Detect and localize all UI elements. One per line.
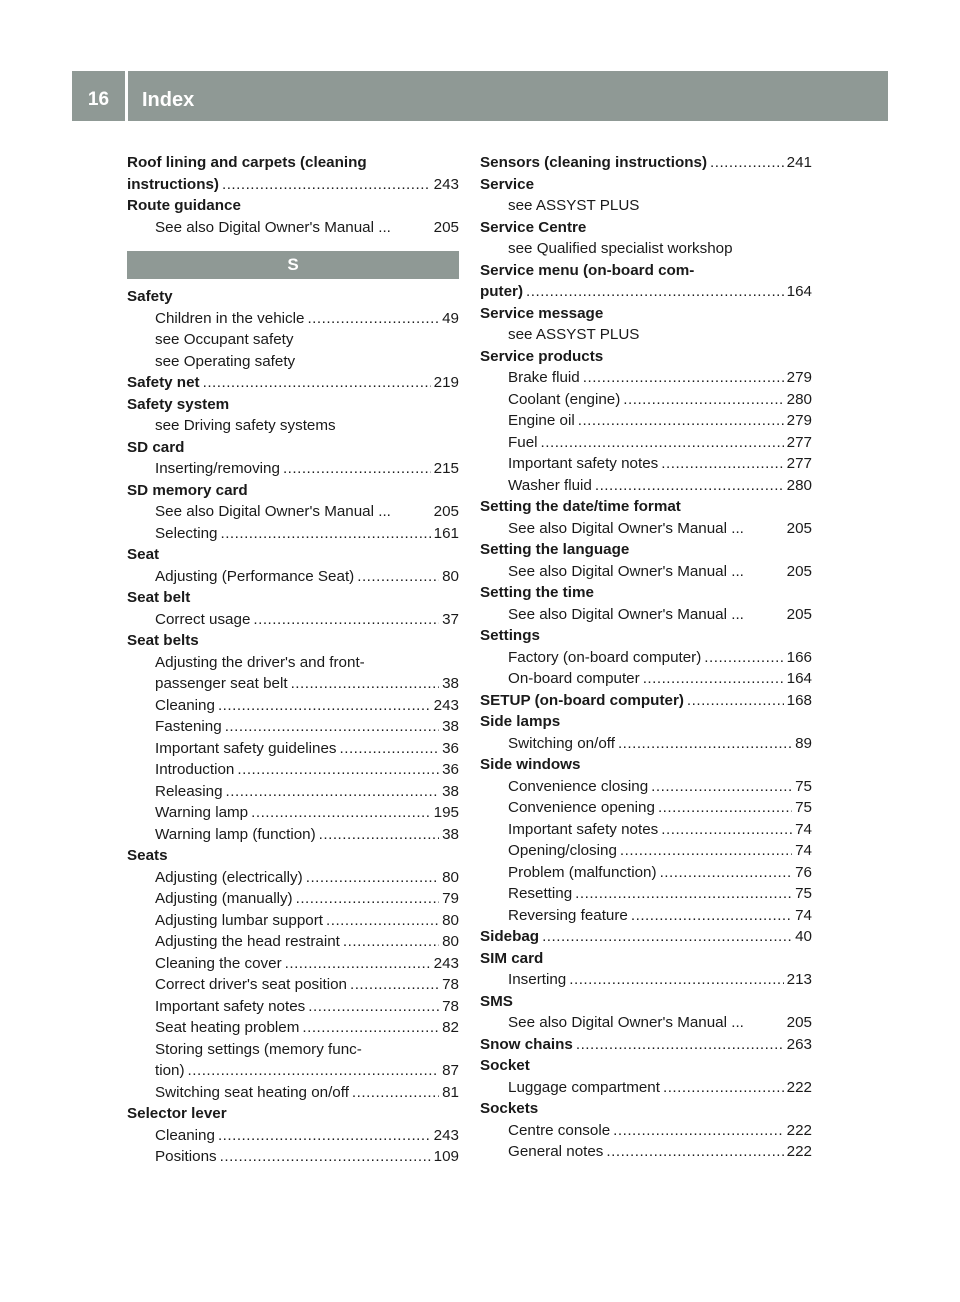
entry-label: see Qualified specialist workshop bbox=[508, 240, 733, 257]
index-subentry bbox=[127, 329, 459, 351]
index-entry bbox=[480, 754, 812, 776]
page-reference: 74 bbox=[795, 820, 812, 838]
page-reference: 37 bbox=[442, 610, 459, 628]
entry-label: SD memory card bbox=[127, 481, 248, 499]
entry-label: see Driving safety systems bbox=[155, 417, 336, 434]
index-entry bbox=[480, 1055, 812, 1077]
index-subentry bbox=[127, 888, 459, 910]
index-subentry bbox=[480, 733, 812, 755]
index-subentry bbox=[127, 996, 459, 1018]
dot-leader bbox=[687, 690, 784, 712]
index-subentry bbox=[127, 351, 459, 373]
page-reference: 109 bbox=[433, 1148, 459, 1165]
entry-label: Cleaning bbox=[155, 696, 215, 714]
page-reference: 80 bbox=[442, 868, 459, 886]
entry-label: Side lamps bbox=[480, 713, 561, 730]
index-subentry bbox=[127, 523, 459, 545]
dot-leader bbox=[285, 953, 431, 975]
entry-label: Seat heating problem bbox=[155, 1019, 300, 1036]
index-subentry bbox=[127, 824, 459, 846]
entry-label: Positions bbox=[155, 1148, 217, 1165]
page-reference: 38 bbox=[442, 675, 459, 692]
entry-label: Seat belt bbox=[127, 589, 191, 606]
entry-label: instructions) bbox=[127, 175, 219, 193]
page-reference: 222 bbox=[786, 1121, 812, 1139]
entry-label: Side windows bbox=[480, 756, 581, 773]
page-reference: 74 bbox=[795, 842, 812, 859]
entry-label: Sensors (cleaning instructions) bbox=[480, 154, 708, 171]
entry-label: Brake fluid bbox=[508, 369, 580, 386]
index-subentry bbox=[480, 905, 812, 927]
page-reference: 40 bbox=[795, 928, 812, 945]
index-subentry bbox=[480, 475, 812, 497]
entry-label: Sockets bbox=[480, 1100, 539, 1117]
dot-leader bbox=[218, 1125, 431, 1147]
page-reference: 205 bbox=[433, 218, 459, 236]
index-entry bbox=[127, 437, 459, 459]
page-reference: 166 bbox=[786, 648, 812, 666]
page-reference: 80 bbox=[442, 567, 459, 585]
index-subentry bbox=[127, 759, 459, 781]
page-reference: 161 bbox=[433, 524, 459, 542]
page-reference: 280 bbox=[786, 476, 812, 494]
entry-label: Selector lever bbox=[127, 1105, 227, 1122]
entry-label: Correct usage bbox=[155, 610, 251, 628]
page-reference: 219 bbox=[433, 374, 459, 391]
entry-label: Releasing bbox=[155, 782, 223, 800]
index-subentry bbox=[480, 561, 812, 583]
dot-leader bbox=[226, 781, 440, 803]
dot-leader bbox=[576, 1034, 784, 1056]
page-reference: 80 bbox=[442, 911, 459, 929]
entry-label: Fastening bbox=[155, 718, 222, 735]
entry-label: Introduction bbox=[155, 761, 235, 778]
page-reference: 222 bbox=[786, 1143, 812, 1160]
dot-leader bbox=[660, 862, 793, 884]
dot-leader bbox=[542, 926, 792, 948]
index-entry bbox=[127, 152, 459, 195]
dot-leader bbox=[352, 1082, 439, 1104]
index-entry bbox=[480, 690, 812, 712]
dot-leader bbox=[631, 905, 792, 927]
entry-label: Setting the language bbox=[480, 541, 630, 558]
index-subentry bbox=[480, 862, 812, 884]
entry-label: Service bbox=[480, 175, 535, 193]
dot-leader bbox=[710, 152, 784, 174]
index-column-right bbox=[480, 152, 812, 1163]
page-reference: 213 bbox=[786, 971, 812, 988]
entry-label: Adjusting (electrically) bbox=[155, 868, 303, 886]
header-divider bbox=[125, 71, 128, 121]
index-subentry bbox=[127, 1082, 459, 1104]
dot-leader bbox=[618, 733, 792, 755]
index-subentry bbox=[480, 668, 812, 690]
entry-label: Inserting bbox=[508, 971, 567, 988]
index-subentry bbox=[127, 781, 459, 803]
index-entry bbox=[480, 711, 812, 733]
entry-label: Safety system bbox=[127, 395, 230, 413]
entry-label: See also Digital Owner's Manual ... bbox=[155, 503, 391, 520]
entry-label: see Occupant safety bbox=[155, 331, 294, 348]
index-subentry bbox=[127, 738, 459, 760]
page-reference: 277 bbox=[786, 433, 812, 451]
entry-label: Storing settings (memory func- bbox=[155, 1040, 362, 1058]
entry-label: Cleaning bbox=[155, 1126, 215, 1144]
index-entry bbox=[480, 260, 812, 303]
index-entry bbox=[127, 195, 459, 217]
entry-label: Convenience closing bbox=[508, 777, 649, 795]
dot-leader bbox=[203, 372, 431, 394]
entry-label: Route guidance bbox=[127, 197, 241, 214]
entry-label: Service Centre bbox=[480, 218, 587, 236]
index-entry bbox=[127, 845, 459, 867]
page-reference: 38 bbox=[442, 782, 459, 800]
entry-label: Cleaning the cover bbox=[155, 954, 282, 972]
index-subentry bbox=[127, 501, 459, 523]
page-reference: 87 bbox=[442, 1062, 459, 1079]
dot-leader bbox=[595, 475, 784, 497]
entry-label: see Operating safety bbox=[155, 352, 296, 370]
entry-label: Adjusting the head restraint bbox=[155, 933, 340, 950]
dot-leader bbox=[237, 759, 439, 781]
entry-label: tion) bbox=[155, 1062, 185, 1079]
index-subentry bbox=[127, 1017, 459, 1039]
index-subentry bbox=[480, 647, 812, 669]
page-reference: 279 bbox=[786, 412, 812, 429]
entry-label: Service menu (on-board com- bbox=[480, 261, 695, 279]
page-reference: 36 bbox=[442, 739, 459, 757]
index-subentry bbox=[127, 458, 459, 480]
dot-leader bbox=[326, 910, 439, 932]
index-subentry bbox=[480, 1077, 812, 1099]
entry-label: Washer fluid bbox=[508, 476, 592, 494]
page-reference: 38 bbox=[442, 718, 459, 735]
entry-label: Coolant (engine) bbox=[508, 390, 621, 408]
entry-label: Sidebag bbox=[480, 928, 540, 945]
entry-label: Centre console bbox=[508, 1121, 611, 1139]
index-entry bbox=[480, 948, 812, 970]
index-subentry bbox=[480, 797, 812, 819]
page-reference: 78 bbox=[442, 997, 459, 1015]
dot-leader bbox=[302, 1017, 439, 1039]
dot-leader bbox=[583, 367, 784, 389]
entry-label: Safety net bbox=[127, 374, 200, 391]
index-subentry bbox=[127, 308, 459, 330]
entry-label: Seats bbox=[127, 847, 168, 864]
entry-label: Adjusting (Performance Seat) bbox=[155, 567, 355, 585]
page-reference: 75 bbox=[795, 799, 812, 816]
index-entry bbox=[127, 394, 459, 416]
index-subentry bbox=[480, 969, 812, 991]
dot-leader bbox=[620, 840, 792, 862]
index-subentry bbox=[480, 883, 812, 905]
entry-label: Socket bbox=[480, 1057, 530, 1074]
index-entry bbox=[480, 152, 812, 174]
page-number: 16 bbox=[87, 89, 110, 110]
entry-label: Adjusting (manually) bbox=[155, 890, 293, 907]
entry-label: SMS bbox=[480, 992, 513, 1010]
entry-label: Important safety notes bbox=[155, 997, 306, 1015]
entry-label: SIM card bbox=[480, 949, 544, 967]
entry-label: Factory (on-board computer) bbox=[508, 648, 702, 666]
entry-label: Settings bbox=[480, 627, 540, 644]
index-entry bbox=[480, 303, 812, 325]
index-column-left bbox=[127, 152, 459, 1168]
index-subentry bbox=[127, 1039, 459, 1082]
page-reference: 74 bbox=[795, 906, 812, 924]
page-reference: 243 bbox=[433, 1126, 459, 1144]
index-subentry bbox=[480, 453, 812, 475]
page-reference: 205 bbox=[786, 562, 812, 580]
dot-leader bbox=[350, 974, 439, 996]
entry-label: Adjusting the driver's and front- bbox=[155, 653, 365, 671]
index-entry bbox=[480, 1034, 812, 1056]
entry-label: see ASSYST PLUS bbox=[508, 197, 640, 214]
page-reference: 75 bbox=[795, 777, 812, 795]
entry-label: Roof lining and carpets (cleaning bbox=[127, 154, 367, 171]
entry-label: puter) bbox=[480, 283, 524, 300]
index-subentry bbox=[480, 238, 812, 260]
index-entry bbox=[127, 1103, 459, 1125]
dot-leader bbox=[526, 281, 784, 303]
index-entry bbox=[480, 625, 812, 647]
index-entry bbox=[480, 539, 812, 561]
dot-leader bbox=[343, 931, 439, 953]
page-reference: 36 bbox=[442, 761, 459, 778]
index-subentry bbox=[127, 931, 459, 953]
page-reference: 75 bbox=[795, 885, 812, 902]
index-entry bbox=[480, 1098, 812, 1120]
entry-label: Fuel bbox=[508, 433, 538, 451]
entry-label: passenger seat belt bbox=[155, 675, 288, 692]
index-subentry bbox=[127, 910, 459, 932]
entry-label: Resetting bbox=[508, 885, 573, 902]
dot-leader bbox=[613, 1120, 784, 1142]
index-subentry bbox=[127, 1125, 459, 1147]
page-reference: 89 bbox=[795, 734, 812, 752]
entry-label: Important safety notes bbox=[508, 455, 659, 472]
entry-label: Safety bbox=[127, 288, 173, 305]
entry-label: Opening/closing bbox=[508, 842, 617, 859]
index-subentry bbox=[480, 1141, 812, 1163]
entry-label: see ASSYST PLUS bbox=[508, 326, 640, 343]
entry-label: Switching seat heating on/off bbox=[155, 1083, 349, 1101]
dot-leader bbox=[663, 1077, 784, 1099]
page-reference: 49 bbox=[442, 309, 459, 327]
dot-leader bbox=[291, 673, 440, 695]
dot-leader bbox=[319, 824, 439, 846]
dot-leader bbox=[541, 432, 784, 454]
entry-label: Luggage compartment bbox=[508, 1078, 660, 1096]
dot-leader bbox=[306, 867, 439, 889]
index-subentry bbox=[480, 776, 812, 798]
page-reference: 164 bbox=[786, 283, 812, 300]
entry-label: Important safety guidelines bbox=[155, 739, 337, 757]
entry-label: See also Digital Owner's Manual ... bbox=[508, 519, 744, 537]
entry-label: Important safety notes bbox=[508, 820, 659, 838]
page-reference: 277 bbox=[786, 455, 812, 472]
index-letter-heading: S bbox=[127, 251, 459, 279]
index-entry bbox=[127, 372, 459, 394]
entry-label: See also Digital Owner's Manual ... bbox=[155, 218, 391, 236]
index-entry bbox=[480, 926, 812, 948]
index-subentry bbox=[127, 953, 459, 975]
dot-leader bbox=[643, 668, 784, 690]
dot-leader bbox=[623, 389, 783, 411]
index-subentry bbox=[127, 716, 459, 738]
index-subentry bbox=[127, 867, 459, 889]
entry-label: Reversing feature bbox=[508, 906, 628, 924]
index-entry bbox=[127, 630, 459, 652]
page-reference: 243 bbox=[433, 696, 459, 714]
dot-leader bbox=[340, 738, 440, 760]
page-reference: 243 bbox=[433, 175, 459, 193]
page-reference: 279 bbox=[786, 369, 812, 386]
dot-leader bbox=[218, 695, 431, 717]
index-subentry bbox=[480, 1012, 812, 1034]
dot-leader bbox=[575, 883, 792, 905]
dot-leader bbox=[661, 819, 792, 841]
page-reference: 38 bbox=[442, 825, 459, 843]
dot-leader bbox=[661, 453, 783, 475]
entry-label: Service products bbox=[480, 347, 604, 365]
index-entry bbox=[480, 346, 812, 368]
entry-label: See also Digital Owner's Manual ... bbox=[508, 562, 744, 580]
index-entry bbox=[480, 582, 812, 604]
index-entry bbox=[480, 991, 812, 1013]
dot-leader bbox=[283, 458, 431, 480]
dot-leader bbox=[251, 802, 431, 824]
page-reference: 241 bbox=[786, 154, 812, 171]
page-title: Index bbox=[142, 89, 195, 111]
entry-label: Snow chains bbox=[480, 1035, 573, 1053]
dot-leader bbox=[357, 566, 439, 588]
entry-label: Problem (malfunction) bbox=[508, 863, 657, 881]
entry-label: Warning lamp (function) bbox=[155, 825, 316, 843]
dot-leader bbox=[225, 716, 439, 738]
entry-label: Adjusting lumbar support bbox=[155, 911, 323, 929]
index-subentry bbox=[127, 802, 459, 824]
index-subentry bbox=[127, 415, 459, 437]
index-subentry bbox=[480, 518, 812, 540]
page-reference: 205 bbox=[786, 519, 812, 537]
entry-label: SETUP (on-board computer) bbox=[480, 691, 684, 709]
index-subentry bbox=[127, 652, 459, 695]
entry-label: See also Digital Owner's Manual ... bbox=[508, 1014, 744, 1031]
page-reference: 215 bbox=[433, 460, 459, 477]
dot-leader bbox=[704, 647, 783, 669]
index-subentry bbox=[127, 217, 459, 239]
index-subentry bbox=[127, 609, 459, 631]
entry-label: Inserting/removing bbox=[155, 460, 280, 477]
page-header-bar bbox=[72, 71, 888, 121]
entry-label: Convenience opening bbox=[508, 799, 655, 816]
dot-leader bbox=[578, 410, 784, 432]
dot-leader bbox=[222, 174, 431, 196]
page-reference: 195 bbox=[433, 804, 459, 821]
index-subentry bbox=[480, 195, 812, 217]
entry-label: On-board computer bbox=[508, 670, 640, 687]
page-reference: 205 bbox=[786, 1014, 812, 1031]
page-reference: 243 bbox=[433, 954, 459, 972]
index-subentry bbox=[480, 389, 812, 411]
index-entry bbox=[127, 587, 459, 609]
entry-label: Setting the time bbox=[480, 584, 594, 601]
index-subentry bbox=[480, 410, 812, 432]
index-subentry bbox=[127, 695, 459, 717]
dot-leader bbox=[220, 523, 430, 545]
page-reference: 205 bbox=[786, 605, 812, 623]
dot-leader bbox=[606, 1141, 783, 1163]
index-entry bbox=[127, 544, 459, 566]
page-reference: 280 bbox=[786, 390, 812, 408]
entry-label: SD card bbox=[127, 438, 185, 456]
index-subentry bbox=[480, 1120, 812, 1142]
entry-label: Engine oil bbox=[508, 412, 575, 429]
index-subentry bbox=[480, 840, 812, 862]
index-subentry bbox=[480, 367, 812, 389]
index-entry bbox=[480, 217, 812, 239]
page-reference: 168 bbox=[786, 691, 812, 709]
page-reference: 263 bbox=[786, 1035, 812, 1053]
index-subentry bbox=[480, 819, 812, 841]
dot-leader bbox=[658, 797, 792, 819]
dot-leader bbox=[569, 969, 783, 991]
page-reference: 76 bbox=[795, 863, 812, 881]
entry-label: Seat bbox=[127, 546, 160, 563]
index-subentry bbox=[480, 324, 812, 346]
dot-leader bbox=[253, 609, 439, 631]
index-entry bbox=[480, 496, 812, 518]
index-entry bbox=[127, 286, 459, 308]
dot-leader bbox=[296, 888, 440, 910]
page-reference: 222 bbox=[786, 1078, 812, 1096]
page-reference: 78 bbox=[442, 976, 459, 993]
dot-leader bbox=[220, 1146, 431, 1168]
entry-label: Correct driver's seat position bbox=[155, 976, 347, 993]
page-reference: 205 bbox=[433, 503, 459, 520]
entry-label: Children in the vehicle bbox=[155, 309, 305, 327]
entry-label: Seat belts bbox=[127, 632, 199, 649]
entry-label: Setting the date/time format bbox=[480, 498, 681, 515]
entry-label: Switching on/off bbox=[508, 734, 615, 752]
index-subentry bbox=[127, 566, 459, 588]
dot-leader bbox=[188, 1060, 440, 1082]
entry-label: Warning lamp bbox=[155, 804, 249, 821]
page-reference: 164 bbox=[786, 670, 812, 687]
dot-leader bbox=[651, 776, 792, 798]
page-reference: 81 bbox=[442, 1083, 459, 1101]
index-subentry bbox=[480, 432, 812, 454]
index-subentry bbox=[480, 604, 812, 626]
index-subentry bbox=[127, 1146, 459, 1168]
entry-label: Selecting bbox=[155, 524, 218, 542]
entry-label: Service message bbox=[480, 304, 604, 322]
page-reference: 82 bbox=[442, 1019, 459, 1036]
index-subentry bbox=[127, 974, 459, 996]
index-entry bbox=[127, 480, 459, 502]
entry-label: See also Digital Owner's Manual ... bbox=[508, 605, 744, 623]
entry-label: General notes bbox=[508, 1143, 604, 1160]
index-entry bbox=[480, 174, 812, 196]
dot-leader bbox=[307, 308, 439, 330]
dot-leader bbox=[308, 996, 439, 1018]
page-reference: 79 bbox=[442, 890, 459, 907]
page-reference: 80 bbox=[442, 933, 459, 950]
